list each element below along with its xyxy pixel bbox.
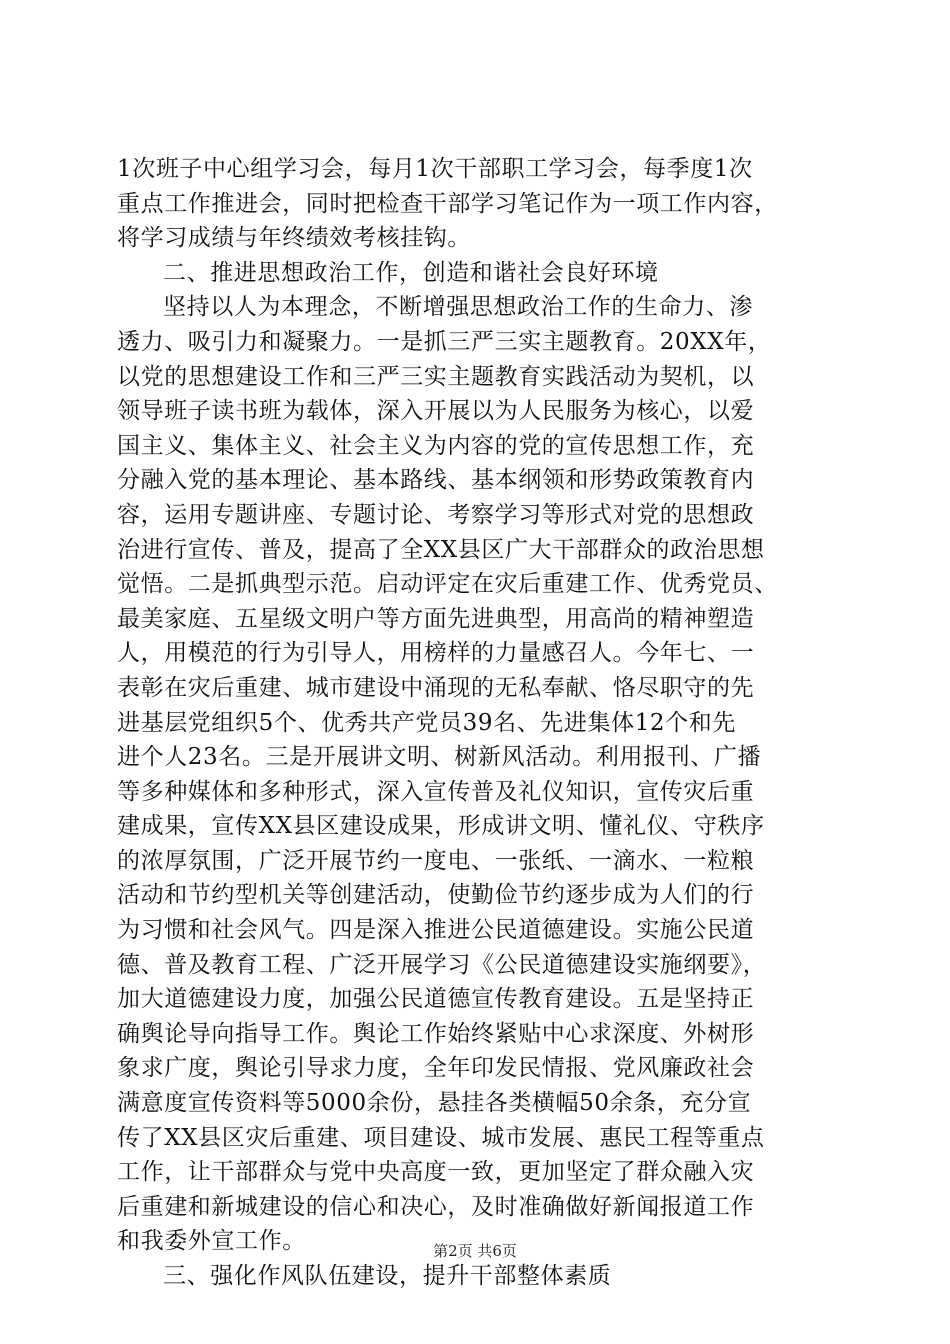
text-line: 象求广度，舆论引导求力度，全年印发民情报、党风廉政社会: [117, 1055, 755, 1082]
text-line: 表彰在灾后重建、城市建设中涌现的无私奉献、恪尽职守的先: [117, 674, 755, 701]
text-line: 进基层党组织5个、优秀共产党员39名、先进集体12个和先: [117, 709, 736, 736]
text-line: 工作，让干部群众与党中央高度一致，更加坚定了群众融入灾: [117, 1159, 755, 1186]
text-line: 德、普及教育工程、广泛开展学习《公民道德建设实施纲要》，: [117, 951, 767, 978]
text-line: 领导班子读书班为载体，深入开展以为人民服务为核心，以爱: [117, 398, 755, 425]
text-line: 1次班子中心组学习会，每月1次干部职工学习会，每季度1次: [117, 156, 753, 182]
text-line: 活动和节约型机关等创建活动，使勤俭节约逐步成为人们的行: [117, 882, 755, 909]
text-line: 坚持以人为本理念，不断增强思想政治工作的生命力、渗: [163, 294, 753, 321]
text-line: 等多种媒体和多种形式，深入宣传普及礼仪知识，宣传灾后重: [117, 778, 755, 805]
text-line: 将学习成绩与年终绩效考核挂钩。: [117, 225, 471, 252]
text-line: 加大道德建设力度，加强公民道德宣传教育建设。五是坚持正: [117, 986, 755, 1013]
text-line: 分融入党的基本理论、基本路线、基本纲领和形势政策教育内: [117, 467, 755, 494]
text-line: 人，用模范的行为引导人，用榜样的力量感召人。今年七、一: [117, 640, 755, 667]
text-line: 治进行宣传、普及，提高了全XX县区广大干部群众的政治思想: [117, 536, 765, 563]
text-line: 透力、吸引力和凝聚力。一是抓三严三实主题教育。20XX年，: [117, 328, 772, 355]
text-line: 觉悟。二是抓典型示范。启动评定在灾后重建工作、优秀党员、: [117, 571, 778, 598]
text-line: 三、强化作风队伍建设，提升干部整体素质: [163, 1263, 612, 1289]
document-body: [117, 152, 837, 1294]
text-line: 传了XX县区灾后重建、项目建设、城市发展、惠民工程等重点: [117, 1124, 765, 1151]
text-line: 满意度宣传资料等5000余份，悬挂各类横幅50余条，充分宣: [117, 1090, 752, 1117]
text-line: 建成果，宣传XX县区建设成果，形成讲文明、懂礼仪、守秩序: [117, 813, 765, 840]
text-line: 重点工作推进会，同时把检查干部学习笔记作为一项工作内容，: [117, 190, 778, 217]
text-line: 最美家庭、五星级文明户等方面先进典型，用高尚的精神塑造: [117, 605, 755, 632]
text-line: 的浓厚氛围，广泛开展节约一度电、一张纸、一滴水、一粒粮: [117, 847, 755, 874]
text-line: 为习惯和社会风气。四是深入推进公民道德建设。实施公民道: [117, 917, 755, 944]
page-footer: 第2页 共6页: [433, 1242, 517, 1260]
text-line: 国主义、集体主义、社会主义为内容的党的宣传思想工作，充: [117, 432, 755, 459]
text-line: 二、推进思想政治工作，创造和谐社会良好环境: [163, 259, 659, 286]
text-line: 确舆论导向指导工作。舆论工作始终紧贴中心求深度、外树形: [117, 1020, 755, 1047]
text-line: 进个人23名。三是开展讲文明、树新风活动。利用报刊、广播: [117, 744, 762, 771]
text-line: 以党的思想建设工作和三严三实主题教育实践活动为契机，以: [117, 363, 755, 390]
text-line: 后重建和新城建设的信心和决心，及时准确做好新闻报道工作: [117, 1193, 755, 1220]
text-line: 容，运用专题讲座、专题讨论、考察学习等形式对党的思想政: [117, 501, 755, 528]
text-line: 和我委外宣工作。: [117, 1228, 306, 1255]
